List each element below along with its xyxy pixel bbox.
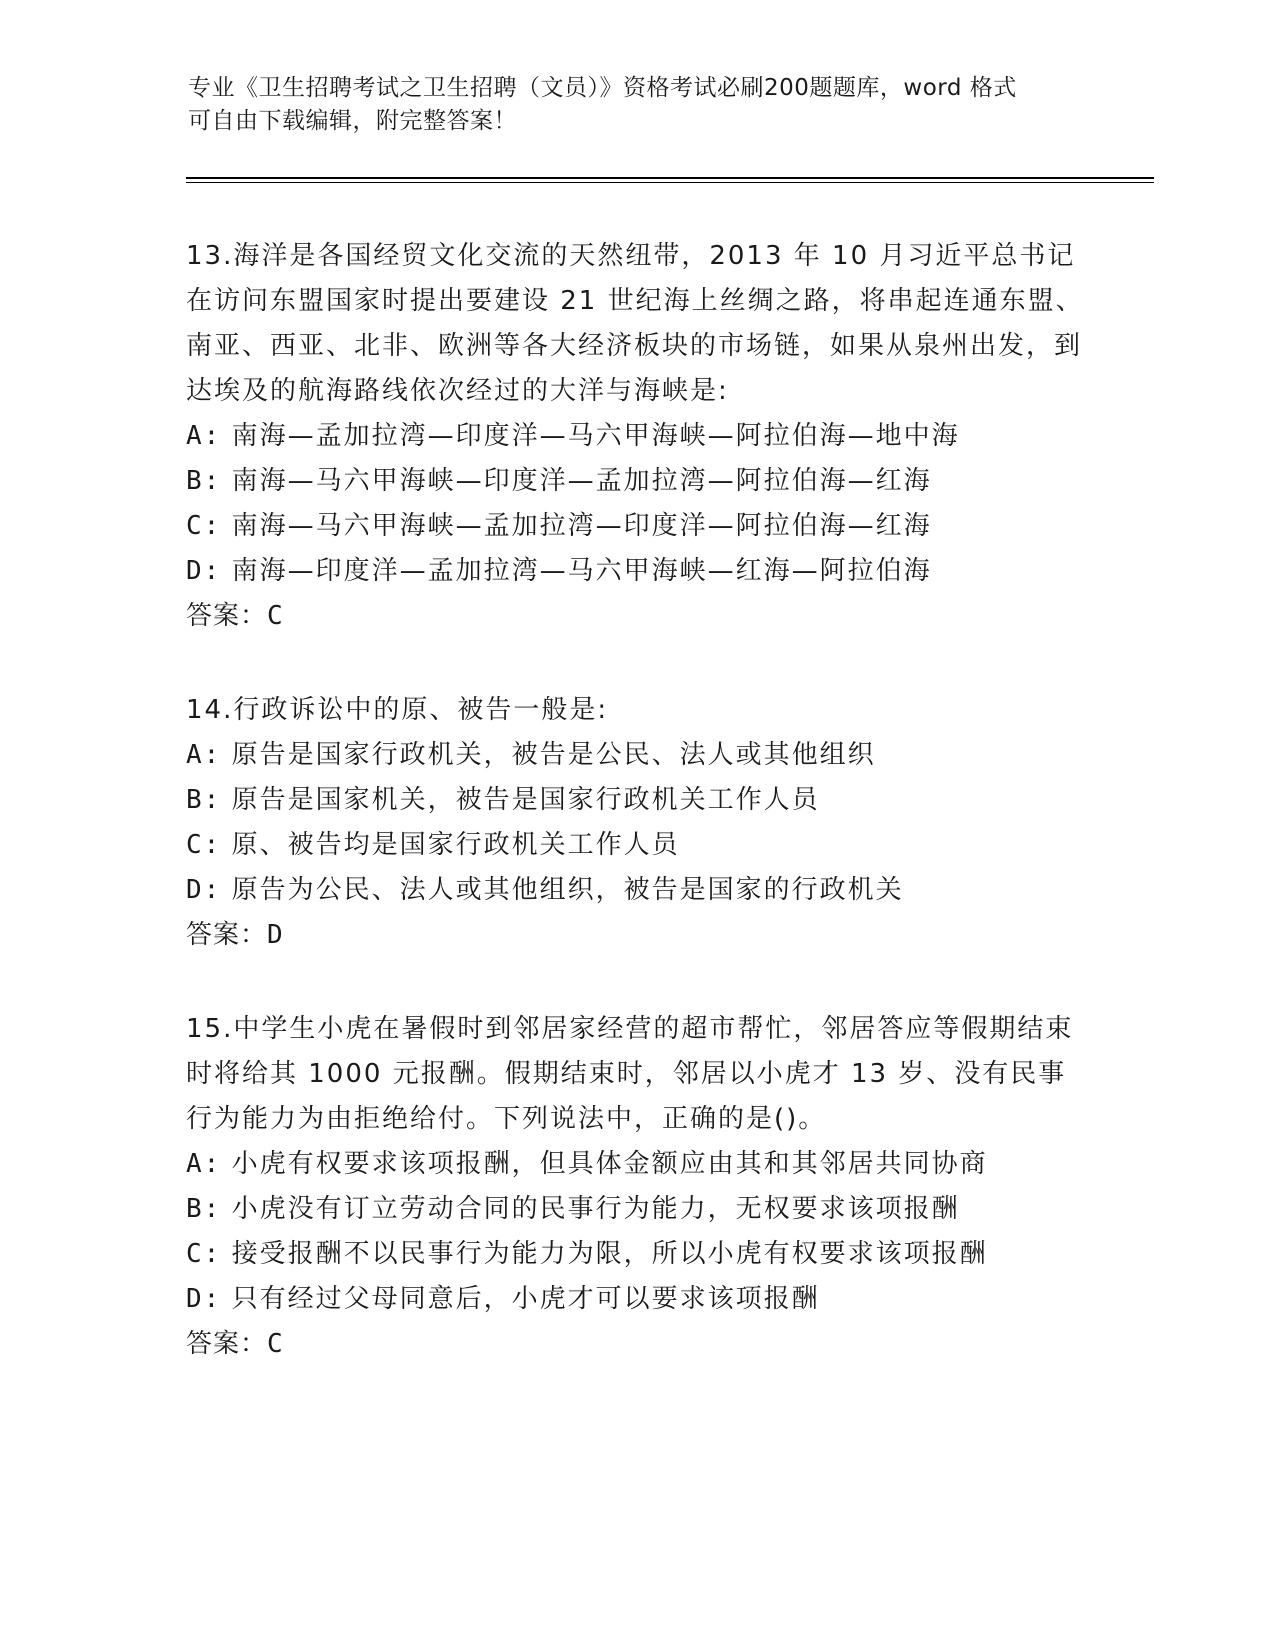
option-key: A: [186, 1149, 222, 1179]
question-list [186, 234, 1086, 1416]
option-text: 小虎有权要求该项报酬，但具体金额应由其和其邻居共同协商 [231, 1149, 988, 1179]
option-text: 原、被告均是国家行政机关工作人员 [231, 830, 680, 860]
option-key: D: [186, 556, 222, 586]
option-text: 原告是国家机关，被告是国家行政机关工作人员 [231, 785, 820, 815]
option-key: A: [186, 740, 222, 770]
answer-value: C [267, 601, 284, 631]
option-a [186, 414, 1086, 459]
header-line-2: 可自由下载编辑，附完整答案！ [188, 108, 517, 134]
option-text: 南海—马六甲海峡—孟加拉湾—印度洋—阿拉伯海—红海 [231, 511, 932, 541]
header-rule [186, 177, 1154, 179]
answer-line [186, 594, 1086, 639]
option-d [186, 549, 1086, 594]
option-a [186, 733, 1086, 778]
option-text: 南海—印度洋—孟加拉湾—马六甲海峡—红海—阿拉伯海 [231, 556, 932, 586]
answer-label: 答案： [186, 920, 268, 950]
answer-value: C [267, 1329, 284, 1359]
option-key: B: [186, 466, 222, 496]
option-text: 原告是国家行政机关，被告是公民、法人或其他组织 [231, 740, 876, 770]
answer-line [186, 913, 1086, 958]
question-15 [186, 1007, 1086, 1367]
answer-value: D [267, 920, 284, 950]
option-text: 小虎没有订立劳动合同的民事行为能力，无权要求该项报酬 [231, 1194, 960, 1224]
option-key: C: [186, 1239, 222, 1269]
option-b [186, 1187, 1086, 1232]
option-d [186, 1277, 1086, 1322]
option-text: 原告为公民、法人或其他组织，被告是国家的行政机关 [231, 875, 904, 905]
answer-line [186, 1322, 1086, 1367]
option-key: B: [186, 1194, 222, 1224]
option-text: 南海—孟加拉湾—印度洋—马六甲海峡—阿拉伯海—地中海 [231, 421, 960, 451]
answer-label: 答案： [186, 601, 268, 631]
answer-label: 答案： [186, 1329, 268, 1359]
option-c [186, 1232, 1086, 1277]
document-header [188, 72, 1088, 138]
question-stem: 15.中学生小虎在暑假时到邻居家经营的超市帮忙，邻居答应等假期结束时将给其 1000 元报酬。假期结束时，邻居以小虎才 13 岁、没有民事行为能力为由拒绝给付。下列说法中，正确的是()。 [186, 1014, 1074, 1134]
option-text: 接受报酬不以民事行为能力为限，所以小虎有权要求该项报酬 [231, 1239, 988, 1269]
option-key: D: [186, 1284, 222, 1314]
option-c [186, 504, 1086, 549]
option-key: C: [186, 511, 222, 541]
option-c [186, 823, 1086, 868]
header-line-1: 专业《卫生招聘考试之卫生招聘（文员）》资格考试必刷200题题库，word 格式 [188, 75, 1017, 101]
option-d [186, 868, 1086, 913]
option-key: B: [186, 785, 222, 815]
option-key: C: [186, 830, 222, 860]
question-13 [186, 234, 1086, 639]
question-14 [186, 688, 1086, 958]
option-b [186, 459, 1086, 504]
question-stem: 14.行政诉讼中的原、被告一般是: [186, 695, 609, 725]
option-a [186, 1142, 1086, 1187]
option-text: 南海—马六甲海峡—印度洋—孟加拉湾—阿拉伯海—红海 [231, 466, 932, 496]
question-stem: 13.海洋是各国经贸文化交流的天然纽带，2013 年 10 月习近平总书记在访问东盟国家时提出要建设 21 世纪海上丝绸之路，将串起连通东盟、南亚、西亚、北非、欧洲等各大经济板块的市场链，如果从泉州出发，到达埃及的航海路线依次经过的大洋与海峡是: [186, 241, 1084, 406]
option-key: D: [186, 875, 222, 905]
header-rule-thin [186, 182, 1154, 183]
option-text: 只有经过父母同意后，小虎才可以要求该项报酬 [231, 1284, 820, 1314]
option-key: A: [186, 421, 222, 451]
option-b [186, 778, 1086, 823]
